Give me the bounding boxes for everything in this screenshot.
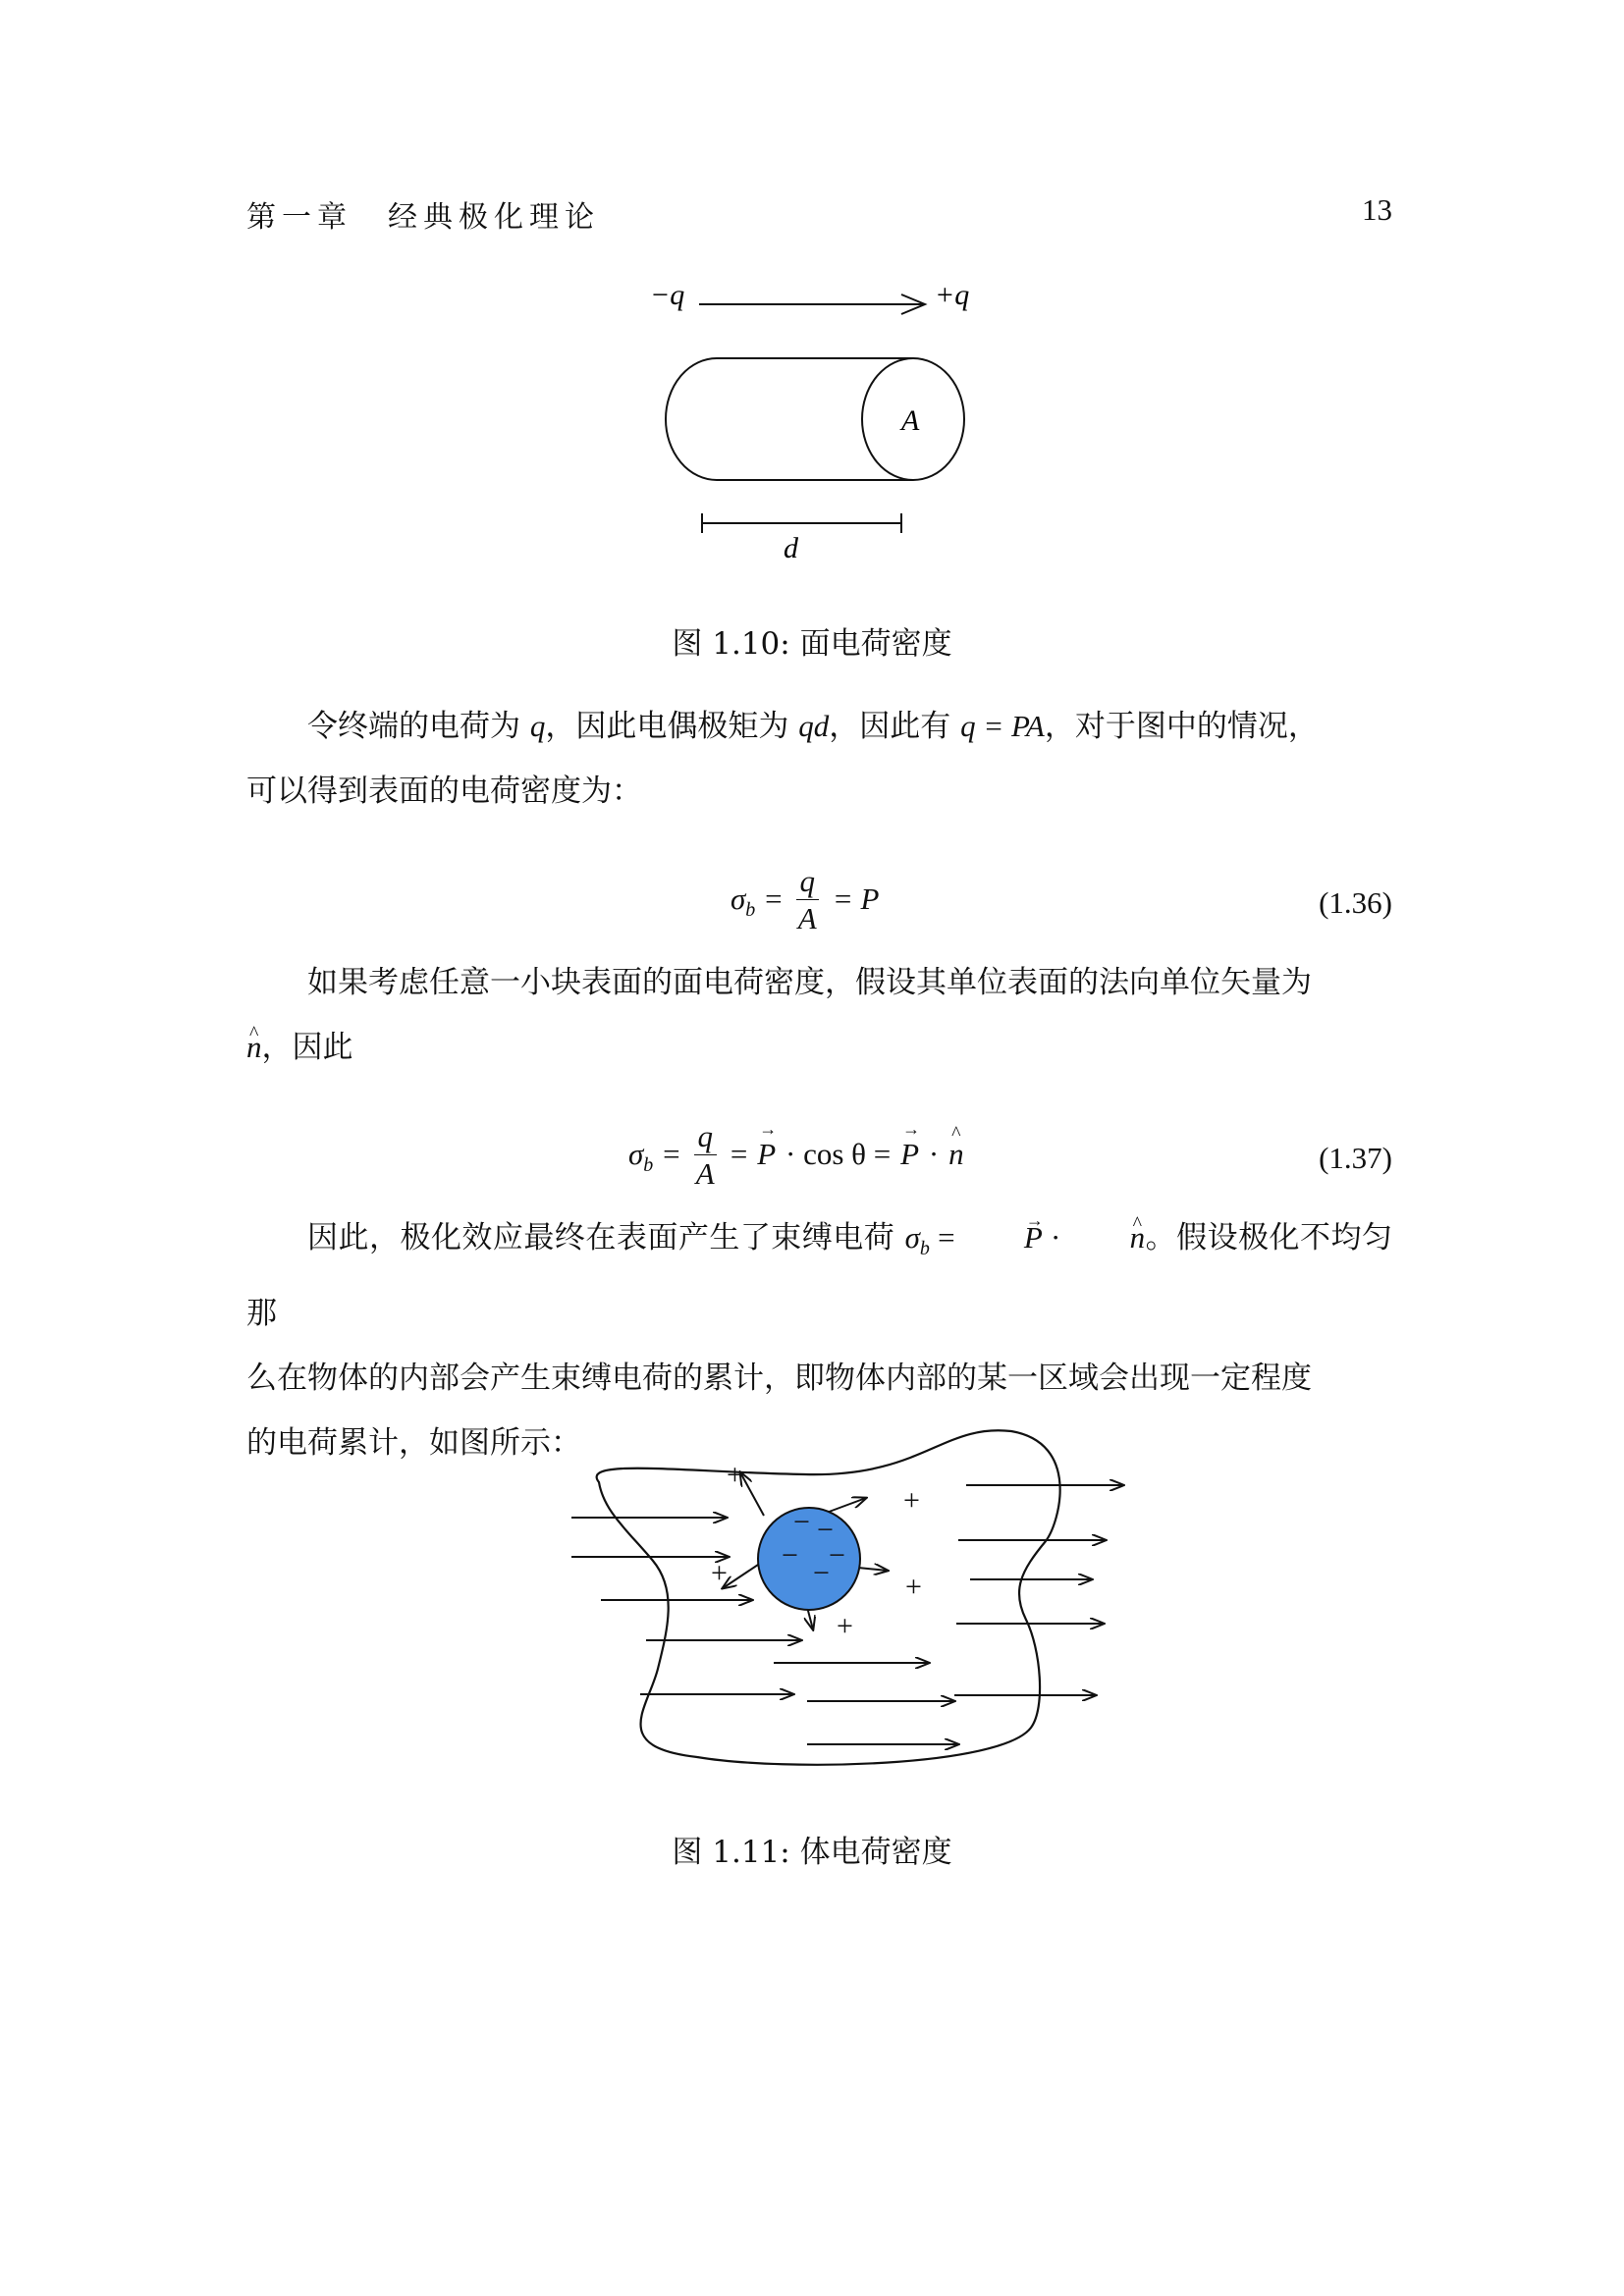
paragraph-normal-vector (246, 950, 1392, 1080)
field-arrows (571, 1472, 1123, 1744)
minus-sign: − (793, 1506, 810, 1538)
text-span: 因此，极化效应最终在表面产生了束缚电荷 (307, 1220, 905, 1255)
page-number: 13 (1362, 192, 1392, 227)
length-label: d (784, 532, 798, 564)
text-span: 令终端的电荷为 (307, 709, 530, 744)
math-equals: = (929, 1220, 963, 1255)
text-span: ，因此 (261, 1030, 353, 1065)
text-span: ，因此有 (829, 709, 961, 744)
fraction-denominator: A (695, 1156, 715, 1191)
paragraph-bound-line3: 的电荷累计，如图所示： (246, 1425, 581, 1462)
math-sub-b: b (745, 899, 756, 922)
math-vector-p: → P (757, 1137, 776, 1172)
math-sub-b: b (643, 1154, 654, 1177)
minus-sign: − (813, 1557, 830, 1589)
math-qd: qd (798, 709, 830, 743)
math-sigma: σ (628, 1137, 644, 1171)
minus-sign: − (817, 1514, 834, 1546)
math-dot: · (1042, 1220, 1069, 1255)
fraction-numerator: q (694, 1119, 718, 1155)
math-cos-theta: · cos θ = (785, 1137, 892, 1171)
plus-sign: + (903, 1484, 920, 1517)
math-dot: · (928, 1137, 940, 1171)
paragraph-bound-line2: 么在物体的内部会产生束缚电荷的累计，即物体内部的某一区域会出现一定程度 (246, 1361, 1312, 1397)
equation-1-37-body: $\sigma_b$ = $\frac{q}{A}$ = → P · cos θ = → P · ^ n (628, 1119, 964, 1193)
fraction-denominator: A (797, 901, 817, 935)
math-q-eq-pa: q = PA (960, 709, 1045, 743)
fraction-q-over-a (694, 1119, 718, 1193)
math-n-hat: ^ n (246, 1015, 262, 1080)
minus-sign: − (782, 1539, 798, 1572)
paragraph-normal-line2 (246, 1015, 1392, 1080)
equation-1-36-body: $\sigma_b$ = $\frac{q}{A}$ = P (731, 864, 880, 935)
figure-volume-charge-diagram (550, 1414, 1139, 1787)
fraction-numerator: q (796, 864, 820, 900)
neg-charge-label: −q (650, 279, 685, 311)
fraction-q-over-a (796, 864, 820, 937)
paragraph-bound-line1 (246, 1205, 1392, 1346)
figure-surface-charge-diagram (628, 265, 1001, 579)
text-span: 。假设极化不均匀那 (246, 1220, 1393, 1332)
equation-number: (1.36) (1319, 885, 1392, 920)
math-sigma: σ (904, 1220, 920, 1255)
equation-1-36 (0, 864, 1624, 952)
math-rhs: = P (832, 881, 880, 916)
polarization-arrow (740, 1472, 764, 1516)
plus-sign: + (711, 1557, 728, 1589)
math-vector-p: → P (963, 1205, 1043, 1270)
plus-sign: + (727, 1459, 743, 1491)
paragraph-dipole-line2: 可以得到表面的电荷密度为： (246, 774, 642, 809)
paragraph-normal-line1: 如果考虑任意一小块表面的面电荷密度，假设其单位表面的法向单位矢量为 (307, 965, 1312, 1000)
minus-sign: − (829, 1539, 845, 1572)
chapter-title: 第一章 经典极化理论 (246, 200, 600, 235)
paragraph-dipole (246, 694, 1392, 824)
text-span: ，对于图中的情况， (1044, 709, 1319, 744)
text-span: ，因此电偶极矩为 (545, 709, 799, 744)
math-sigma: σ (731, 881, 746, 916)
area-label: A (901, 404, 920, 437)
equation-number: (1.37) (1319, 1141, 1392, 1175)
figure-caption-1-11: 图 1.11: 体电荷密度 (672, 1835, 952, 1870)
paragraph-dipole-line1 (246, 694, 1392, 759)
math-q: q (529, 709, 546, 743)
pos-charge-label: +q (935, 279, 970, 311)
math-vector-p: → P (900, 1137, 919, 1172)
equation-1-37 (0, 1119, 1624, 1207)
plus-sign: + (837, 1610, 853, 1642)
plus-sign: + (905, 1571, 922, 1603)
figure-caption-1-10: 图 1.10: 面电荷密度 (672, 626, 952, 662)
math-n-hat: ^ n (948, 1137, 964, 1172)
math-sub-b: b (919, 1238, 930, 1260)
math-n-hat: ^ n (1069, 1205, 1146, 1270)
